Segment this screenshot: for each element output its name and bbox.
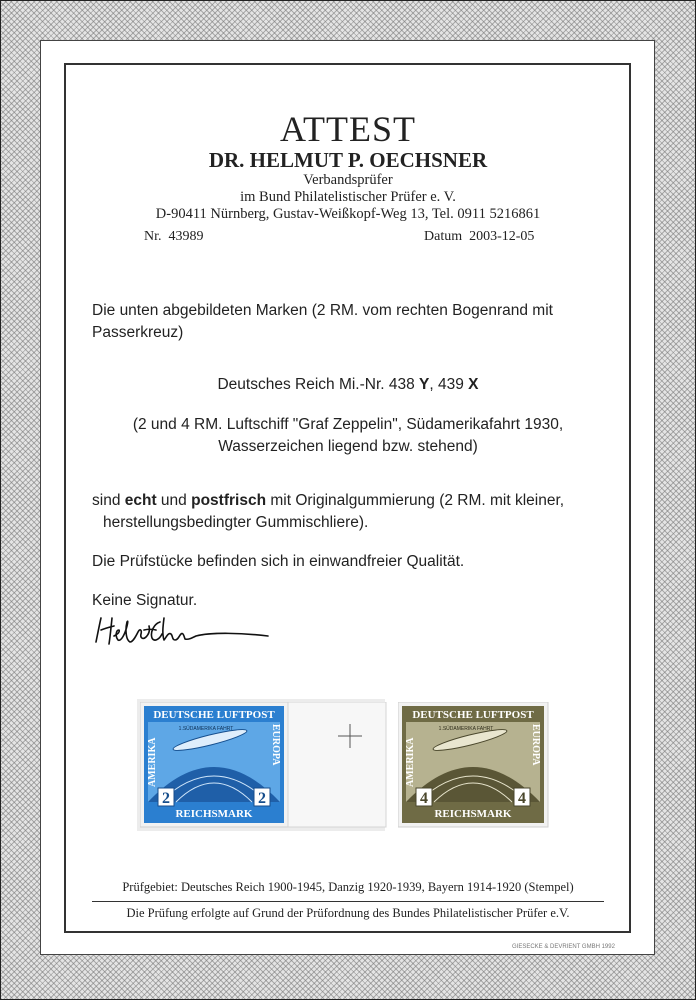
verdict-postfrisch: postfrisch (191, 492, 267, 509)
verdict-line-1 (92, 490, 622, 512)
examination-rules: Die Prüfung erfolgte auf Grund der Prüfordnung des Bundes Philatelistischer Prüfer e.V. (126, 906, 570, 920)
stamp-1-value-left: 2 (162, 790, 170, 807)
intro-line-2: Passerkreuz) (92, 324, 184, 341)
certificate-number (144, 229, 204, 245)
verdict-und: und (156, 492, 192, 509)
stamp-1-value-right: 2 (258, 790, 266, 807)
footer-divider (92, 901, 604, 902)
printer-imprint: GIESECKE & DEVRIENT GMBH 1992 (512, 944, 615, 950)
description-paragraph (0, 414, 696, 458)
verdict-echt: echt (124, 492, 157, 509)
stamp-2-right-text: EUROPA (530, 724, 541, 766)
examiner-address: D-90411 Nürnberg, Gustav-Weißkopf-Weg 13, Tel. 0911 5216861 (155, 206, 541, 222)
verdict-paragraph (92, 490, 622, 534)
stamp-1-right-text: EUROPA (270, 724, 281, 766)
intro-line-1: Die unten abgebildeten Marken (2 RM. vom rechten Bogenrand mit (92, 302, 553, 319)
stamp-1-bottom-text: REICHSMARK (175, 808, 253, 820)
catalog-line (0, 374, 696, 396)
stamp-2-value-right: 4 (518, 790, 526, 807)
description-line-2: Wasserzeichen liegend bzw. stehend) (218, 438, 478, 455)
quality-statement: Die Prüfstücke befinden sich in einwandfreier Qualität. (92, 553, 465, 570)
stamp-1-overprint: 1.SÜDAMERIKA FAHRT (178, 726, 234, 732)
examiner-role: Verbandsprüfer (303, 172, 393, 188)
catalog-mid: , 439 (429, 376, 469, 393)
verdict-pre: sind (92, 492, 125, 509)
number-label: Nr. (144, 229, 162, 244)
date-label: Datum (424, 229, 463, 244)
verdict-line-2: herstellungsbedingter Gummischliere). (103, 514, 369, 531)
examiner-name: DR. HELMUT P. OECHSNER (208, 148, 488, 172)
stamp-2rm (140, 702, 388, 830)
signature-note: Keine Signatur. (92, 592, 198, 609)
stamp-1-left-text: AMERIKA (147, 737, 158, 787)
catalog-watermark-x: X (468, 376, 479, 393)
intro-paragraph (92, 300, 612, 344)
examiner-association: im Bund Philatelistischer Prüfer e. V. (240, 189, 456, 205)
examiner-signature (92, 612, 272, 652)
stamp-4rm (398, 702, 550, 830)
stamp-2-overprint: 1.SÜDAMERIKA FAHRT (438, 726, 494, 732)
number-value: 43989 (168, 229, 204, 244)
sheet-margin (288, 702, 386, 827)
date-value: 2003-12-05 (469, 229, 535, 244)
stamp-2-value-left: 4 (420, 790, 428, 807)
verdict-post: mit Originalgummierung (2 RM. mit kleiner, (266, 492, 565, 509)
certificate-title: ATTEST (280, 109, 416, 149)
stamp-2-bottom-text: REICHSMARK (434, 808, 512, 820)
catalog-prefix: Deutsches Reich Mi.-Nr. 438 (217, 376, 420, 393)
examination-scope: Prüfgebiet: Deutsches Reich 1900-1945, Danzig 1920-1939, Bayern 1914-1920 (Stempel) (122, 880, 574, 894)
stamp-1-top-text: DEUTSCHE LUFTPOST (153, 709, 275, 721)
description-line-1: (2 und 4 RM. Luftschiff "Graf Zeppelin", Südamerikafahrt 1930, (132, 416, 564, 433)
certificate-date (424, 229, 534, 245)
stamp-2-top-text: DEUTSCHE LUFTPOST (412, 709, 534, 721)
catalog-watermark-y: Y (419, 376, 430, 393)
stamp-2-left-text: AMERIKA (405, 737, 416, 787)
